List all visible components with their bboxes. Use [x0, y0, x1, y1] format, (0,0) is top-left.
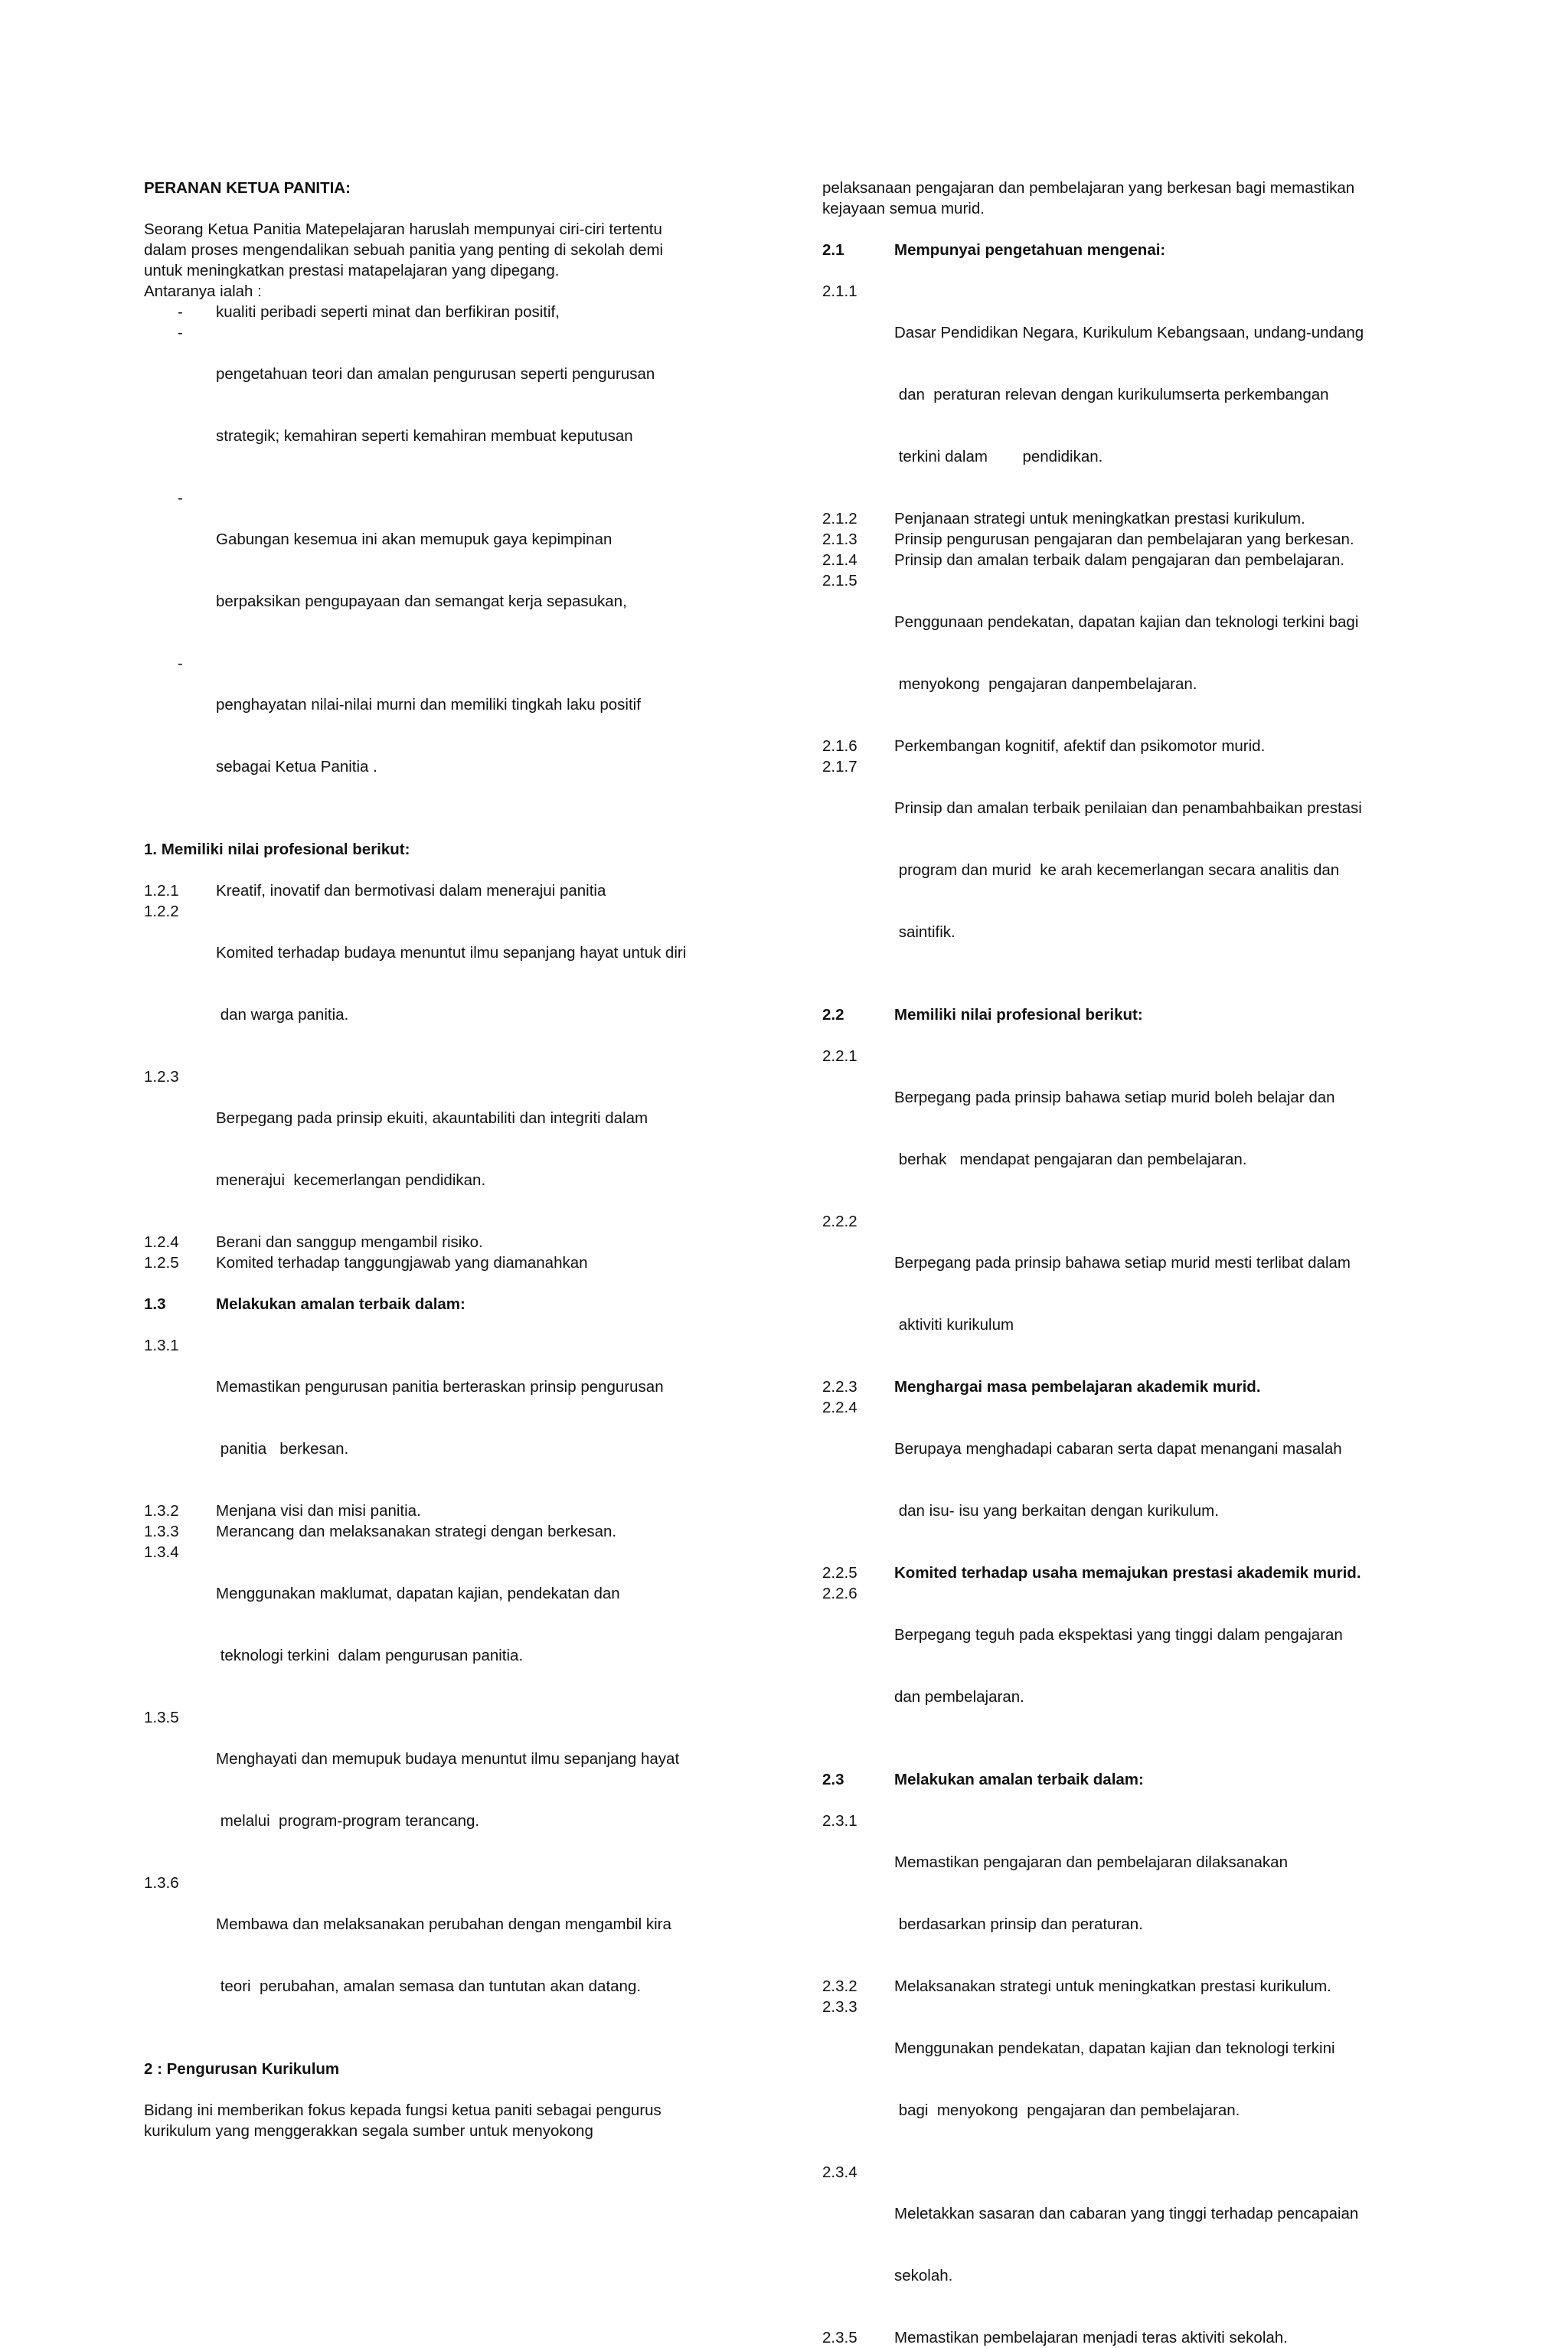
section-title: Memiliki nilai profesional berikut: — [894, 1006, 1143, 1024]
item-text: Prinsip dan amalan terbaik dalam pengajaran dan pembelajaran. — [894, 551, 1345, 569]
item-text: Berupaya menghadapi cabaran serta dapat menangani masalah — [894, 1440, 1342, 1458]
section-title: Melakukan amalan terbaik dalam: — [216, 1295, 466, 1313]
bullet-item — [144, 302, 802, 322]
item-text: Menghargai masa pembelajaran akademik murid. — [894, 1378, 1261, 1396]
item-text: terkini dalam pendidikan. — [894, 448, 1103, 465]
bullet-text: kualiti peribadi seperti minat dan berfikiran positif, — [216, 303, 560, 321]
section-heading — [144, 1294, 802, 1314]
list-item — [144, 1232, 802, 1252]
item-number: 2.2.6 — [822, 1585, 858, 1602]
item-number: 2.1.2 — [822, 510, 858, 527]
list-item — [822, 1583, 1450, 1749]
paragraph-line: pelaksanaan pengajaran dan pembelajaran yang berkesan bagi memastikan — [822, 179, 1355, 197]
item-text: Prinsip dan amalan terbaik penilaian dan penambahbaikan prestasi — [894, 799, 1362, 817]
item-number: 2.1.4 — [822, 551, 858, 569]
item-text: Menggunakan maklumat, dapatan kajian, pendekatan dan — [216, 1585, 620, 1602]
item-text: teori perubahan, amalan semasa dan tuntutan akan datang. — [216, 1977, 642, 1995]
item-number: 1.3.5 — [144, 1709, 179, 1726]
list-item — [822, 1046, 1450, 1211]
bullet-text: sebagai Ketua Panitia . — [216, 758, 377, 776]
section-heading — [822, 240, 1450, 260]
list-item — [822, 570, 1450, 736]
item-number: 2.3.1 — [822, 1812, 858, 1830]
left-column — [144, 178, 802, 2141]
item-number: 2.1.6 — [822, 737, 858, 755]
intro-line: dalam proses mengendalikan sebuah panitia yang penting di sekolah demi — [144, 241, 664, 259]
section-title: Mempunyai pengetahuan mengenai: — [894, 241, 1166, 259]
item-number: 2.1.1 — [822, 282, 858, 300]
item-text: berhak mendapat pengajaran dan pembelajaran. — [894, 1151, 1247, 1168]
list-item — [144, 1335, 802, 1501]
list-item — [144, 901, 802, 1066]
item-text: Menjana visi dan misi panitia. — [216, 1502, 421, 1520]
section-title: Melakukan amalan terbaik dalam: — [894, 1771, 1144, 1788]
section-number: 2.2 — [822, 1006, 844, 1024]
list-item — [822, 2327, 1450, 2348]
item-text: Komited terhadap tanggungjawab yang diamanahkan — [216, 1254, 588, 1272]
item-text: Berpegang teguh pada ekspektasi yang tinggi dalam pengajaran — [894, 1626, 1343, 1644]
item-text: Membawa dan melaksanakan perubahan dengan mengambil kira — [216, 1915, 671, 1933]
list-item — [144, 1707, 802, 1873]
list-item — [144, 1252, 802, 1273]
item-number: 2.1.3 — [822, 531, 858, 548]
list-item — [144, 1066, 802, 1232]
item-text: Memastikan pengajaran dan pembelajaran dilaksanakan — [894, 1853, 1288, 1871]
item-text: Merancang dan melaksanakan strategi dengan berkesan. — [216, 1523, 617, 1540]
list-item — [144, 1501, 802, 1521]
item-number: 2.2.1 — [822, 1047, 858, 1065]
item-text: Dasar Pendidikan Negara, Kurikulum Kebangsaan, undang-undang — [894, 324, 1364, 341]
item-text: Penggunaan pendekatan, dapatan kajian dan teknologi terkini bagi — [894, 613, 1359, 631]
section-paragraph — [144, 2100, 802, 2141]
list-item — [144, 880, 802, 901]
item-text: Komited terhadap usaha memajukan prestasi akademik murid. — [894, 1564, 1361, 1582]
bullet-item — [144, 488, 802, 653]
list-item — [822, 508, 1450, 529]
section-heading — [822, 1004, 1450, 1025]
paragraph-line: kurikulum yang menggerakkan segala sumber untuk menyokong — [144, 2122, 593, 2140]
item-text: saintifik. — [894, 923, 956, 941]
bullet-text: pengetahuan teori dan amalan pengurusan seperti pengurusan — [216, 365, 655, 383]
item-number: 1.2.2 — [144, 903, 179, 920]
bullet-text: Gabungan kesemua ini akan memupuk gaya kepimpinan — [216, 531, 612, 548]
item-number: 1.2.1 — [144, 882, 179, 900]
item-text: Menghayati dan memupuk budaya menuntut ilmu sepanjang hayat — [216, 1750, 680, 1768]
item-number: 1.2.3 — [144, 1068, 179, 1086]
item-text: dan pembelajaran. — [894, 1688, 1024, 1706]
bullet-item — [144, 322, 802, 488]
list-item — [822, 1811, 1450, 1976]
item-text: Prinsip pengurusan pengajaran dan pembelajaran yang berkesan. — [894, 531, 1354, 548]
intro-line: Antaranya ialah : — [144, 282, 262, 300]
intro-line: Seorang Ketua Panitia Matepelajaran haruslah mempunyai ciri-ciri tertentu — [144, 220, 662, 238]
intro-paragraph — [144, 219, 802, 302]
item-text: dan isu- isu yang berkaitan dengan kurikulum. — [894, 1502, 1219, 1520]
item-text: menerajui kecemerlangan pendidikan. — [216, 1171, 486, 1189]
item-text: Meletakkan sasaran dan cabaran yang tinggi terhadap pencapaian — [894, 2205, 1359, 2222]
list-item — [144, 1542, 802, 1707]
right-column — [822, 178, 1450, 2348]
item-text: Komited terhadap budaya menuntut ilmu sepanjang hayat untuk diri — [216, 944, 687, 962]
list-item — [822, 550, 1450, 570]
list-item — [822, 1976, 1450, 1997]
item-text: Berpegang pada prinsip ekuiti, akauntabiliti dan integriti dalam — [216, 1109, 648, 1127]
item-number: 1.3.4 — [144, 1543, 179, 1561]
list-item — [144, 1521, 802, 1542]
item-number: 1.3.6 — [144, 1874, 179, 1892]
list-item — [822, 736, 1450, 756]
item-text: Berani dan sanggup mengambil risiko. — [216, 1233, 483, 1251]
item-number: 1.3.3 — [144, 1523, 179, 1540]
item-number: 2.3.3 — [822, 1998, 858, 2016]
document-title: PERANAN KETUA PANITIA: — [144, 179, 351, 197]
continued-paragraph — [822, 178, 1450, 219]
bullet-text: penghayatan nilai-nilai murni dan memiliki tingkah laku positif — [216, 696, 641, 714]
list-item — [822, 1563, 1450, 1583]
item-text: bagi menyokong pengajaran dan pembelajaran. — [894, 2101, 1240, 2119]
item-number: 2.3.5 — [822, 2329, 858, 2346]
item-text: Berpegang pada prinsip bahawa setiap murid mesti terlibat dalam — [894, 1254, 1351, 1272]
list-item — [822, 756, 1450, 984]
item-number: 2.1.7 — [822, 758, 858, 776]
item-text: dan peraturan relevan dengan kurikulumserta perkembangan — [894, 386, 1329, 403]
item-text: menyokong pengajaran danpembelajaran. — [894, 675, 1197, 693]
bullet-text: strategik; kemahiran seperti kemahiran membuat keputusan — [216, 427, 633, 445]
item-number: 1.3.2 — [144, 1502, 179, 1520]
item-number: 1.2.5 — [144, 1254, 179, 1272]
item-number: 2.3.2 — [822, 1977, 858, 1995]
item-text: Berpegang pada prinsip bahawa setiap murid boleh belajar dan — [894, 1089, 1335, 1106]
item-text: berdasarkan prinsip dan peraturan. — [894, 1915, 1143, 1933]
section-heading — [822, 1769, 1450, 1790]
item-text: Penjanaan strategi untuk meningkatkan prestasi kurikulum. — [894, 510, 1305, 527]
item-text: Kreatif, inovatif dan bermotivasi dalam menerajui panitia — [216, 882, 606, 900]
item-text: Memastikan pengurusan panitia berteraskan prinsip pengurusan — [216, 1378, 664, 1396]
item-text: aktiviti kurikulum — [894, 1316, 1014, 1334]
intro-line: untuk meningkatkan prestasi matapelajaran yang dipegang. — [144, 262, 560, 279]
bullet-item — [144, 653, 802, 818]
list-item — [822, 1397, 1450, 1563]
item-number: 2.2.3 — [822, 1378, 858, 1396]
item-text: Perkembangan kognitif, afektif dan psikomotor murid. — [894, 737, 1266, 755]
item-text: teknologi terkini dalam pengurusan panitia. — [216, 1647, 524, 1664]
list-item — [822, 1376, 1450, 1397]
section-number: 2.1 — [822, 241, 844, 259]
section-number: 2.3 — [822, 1771, 844, 1788]
item-number: 2.1.5 — [822, 572, 858, 589]
bullet-dash: - — [178, 655, 183, 672]
item-number: 1.2.4 — [144, 1233, 179, 1251]
paragraph-line: kejayaan semua murid. — [822, 200, 985, 217]
item-text: melalui program-program terancang. — [216, 1812, 480, 1830]
section-number: 1.3 — [144, 1295, 166, 1313]
list-item — [822, 281, 1450, 508]
item-text: Memastikan pembelajaran menjadi teras aktiviti sekolah. — [894, 2329, 1288, 2346]
list-item — [822, 2162, 1450, 2327]
item-number: 2.2.5 — [822, 1564, 858, 1582]
item-text: Menggunakan pendekatan, dapatan kajian dan teknologi terkini — [894, 2039, 1335, 2057]
section-heading: 1. Memiliki nilai profesional berikut: — [144, 841, 410, 858]
section-heading: 2 : Pengurusan Kurikulum — [144, 2060, 340, 2078]
item-text: sekolah. — [894, 2267, 953, 2284]
bullet-text: berpaksikan pengupayaan dan semangat kerja sepasukan, — [216, 593, 627, 610]
item-number: 1.3.1 — [144, 1337, 179, 1354]
item-text: program dan murid ke arah kecemerlangan secara analitis dan — [894, 861, 1340, 879]
item-number: 2.2.2 — [822, 1213, 858, 1230]
item-number: 2.2.4 — [822, 1399, 858, 1416]
bullet-dash: - — [178, 303, 183, 321]
list-item — [822, 529, 1450, 550]
item-number: 2.3.4 — [822, 2163, 858, 2181]
list-item — [144, 1873, 802, 2038]
item-text: dan warga panitia. — [216, 1006, 349, 1024]
bullet-dash: - — [178, 324, 183, 341]
item-text: panitia berkesan. — [216, 1440, 349, 1458]
item-text: Melaksanakan strategi untuk meningkatkan prestasi kurikulum. — [894, 1977, 1331, 1995]
paragraph-line: Bidang ini memberikan fokus kepada fungsi ketua paniti sebagai pengurus — [144, 2101, 662, 2119]
bullet-dash: - — [178, 489, 183, 507]
list-item — [822, 1211, 1450, 1376]
list-item — [822, 1997, 1450, 2162]
